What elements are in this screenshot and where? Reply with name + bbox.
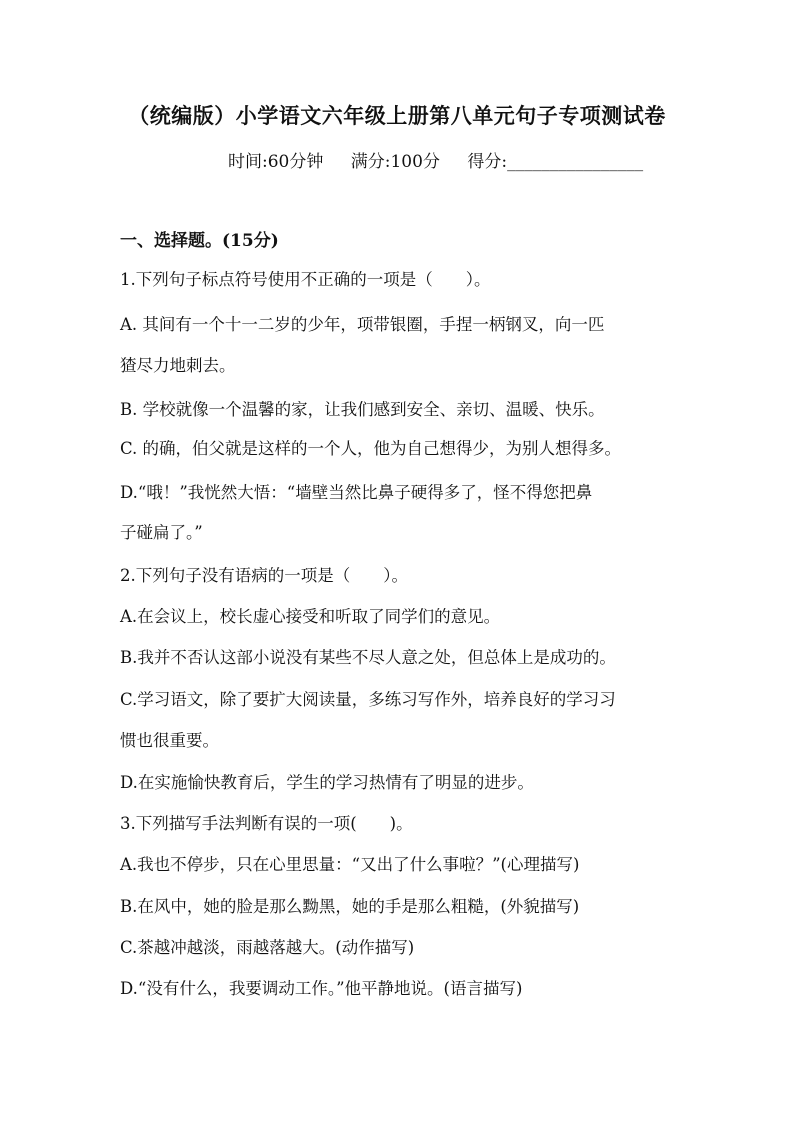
question-2-option-b: B.我并不否认这部小说没有某些不尽人意之处，但总体上是成功的。 bbox=[120, 648, 616, 667]
question-1-option-b: B. 学校就像一个温馨的家，让我们感到安全、亲切、温暖、快乐。 bbox=[120, 400, 605, 419]
section-heading: 一、选择题。(15分) bbox=[120, 231, 279, 251]
question-3-option-d: D.“没有什么，我要调动工作。”他平静地说。(语言描写) bbox=[120, 979, 523, 998]
question-2-option-c: C.学习语文，除了要扩大阅读量，多练习写作外，培养良好的学习习 bbox=[120, 690, 616, 709]
full-score: 满分:100分 bbox=[350, 152, 440, 172]
score-blank: 得分:________________ bbox=[467, 152, 644, 172]
question-3-option-a: A.我也不停步，只在心里思量：“又出了什么事啦？”(心理描写) bbox=[120, 855, 580, 874]
question-2-option-d: D.在实施愉快教育后，学生的学习热情有了明显的进步。 bbox=[120, 773, 534, 792]
question-2-option-c-cont: 惯也很重要。 bbox=[120, 731, 219, 750]
exam-meta bbox=[228, 147, 643, 172]
question-1-option-d: D.“哦！”我恍然大悟：“墙壁当然比鼻子硬得多了，怪不得您把鼻 bbox=[120, 483, 593, 502]
question-2-option-a: A.在会议上，校长虚心接受和听取了同学们的意见。 bbox=[120, 607, 501, 626]
question-1-option-a-cont: 猹尽力地刺去。 bbox=[120, 356, 236, 375]
time-limit: 时间:60分钟 bbox=[228, 152, 324, 172]
question-1-option-a: A. 其间有一个十一二岁的少年，项带银圈，手捏一柄钢叉，向一匹 bbox=[120, 315, 605, 334]
question-3-option-c: C.茶越冲越淡，雨越落越大。(动作描写) bbox=[120, 938, 415, 957]
question-2-stem: 2.下列句子没有语病的一项是（ ）。 bbox=[120, 566, 408, 585]
page-title: （统编版）小学语文六年级上册第八单元句子专项测试卷 bbox=[128, 103, 666, 128]
question-1-stem: 1.下列句子标点符号使用不正确的一项是（ ）。 bbox=[120, 270, 491, 289]
question-1-option-c: C. 的确，伯父就是这样的一个人，他为自己想得少，为别人想得多。 bbox=[120, 439, 622, 458]
question-3-stem: 3.下列描写手法判断有误的一项( )。 bbox=[120, 814, 413, 833]
question-1-option-d-cont: 子碰扁了。” bbox=[120, 523, 203, 542]
question-3-option-b: B.在风中，她的脸是那么黝黑，她的手是那么粗糙，(外貌描写) bbox=[120, 897, 580, 916]
